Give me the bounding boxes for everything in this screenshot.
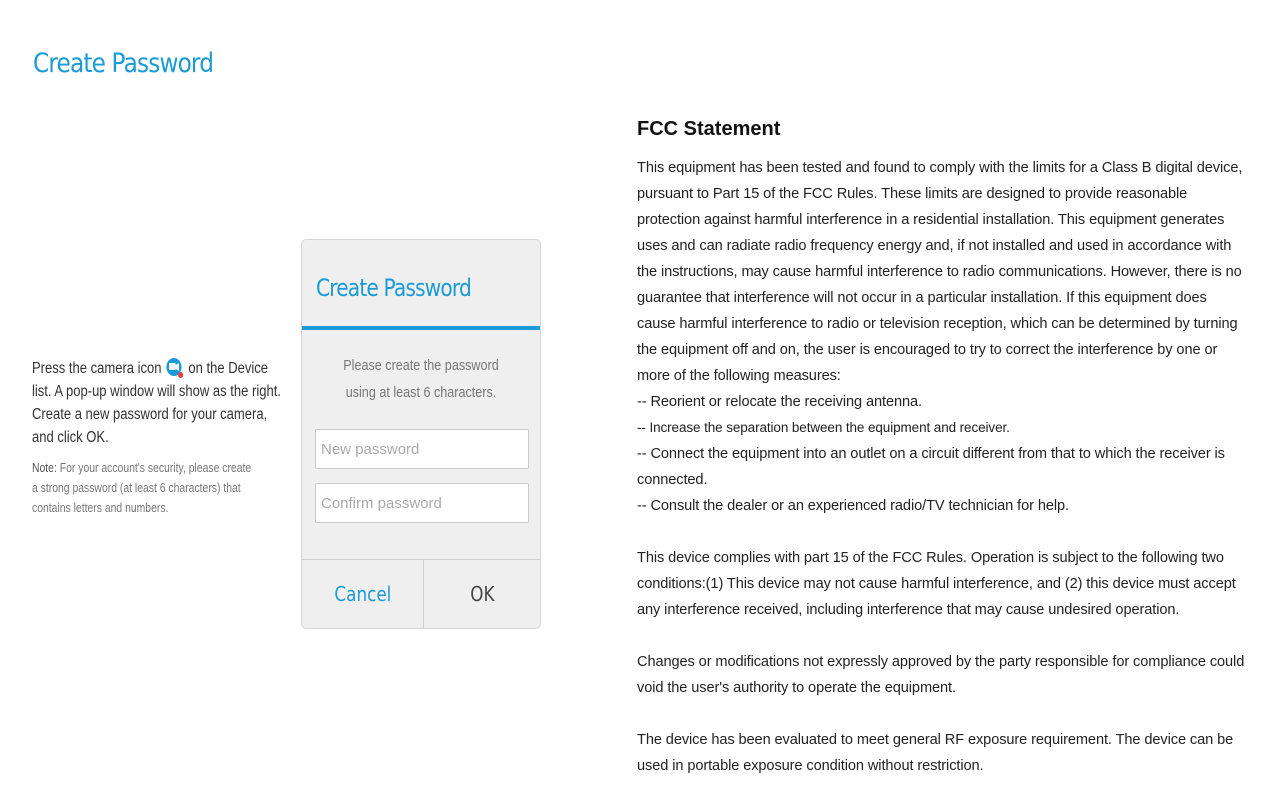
fcc-measure: -- Consult the dealer or an experienced radio/TV technician for help.	[637, 498, 1069, 514]
dialog-prompt	[310, 352, 532, 406]
fcc-measure: -- Connect the equipment into an outlet on a circuit different from that to which the receiver is connected.	[637, 446, 1225, 488]
fcc-measure: -- Reorient or relocate the receiving antenna.	[637, 394, 923, 410]
dialog-title: Create Password	[316, 274, 471, 302]
fcc-statement	[637, 118, 1247, 779]
dialog-title-divider	[302, 326, 540, 330]
dialog-button-row	[302, 559, 540, 628]
fcc-paragraph-4: The device has been evaluated to meet general RF exposure requirement. The device can be used in portable exposure condition without restriction.	[637, 732, 1234, 774]
create-password-dialog	[301, 239, 541, 629]
fcc-paragraph-1: This equipment has been tested and found to comply with the limits for a Class B digital device, pursuant to Part 15 of the FCC Rules. These limits are designed to provide reasonable protection against harmful interference in a residential installation. This equipment generates uses and can radiate radio frequency energy and, if not installed and used in accordance with the instructions, may cause harmful interference to radio communications. However, there is no guarantee that interference will not occur in a particular installation. If this equipment does cause harmful interference to radio or television reception, which can be determined by turning the equipment off and on, the user is encouraged to try to correct the interference by one or more of the following measures:	[637, 160, 1243, 384]
security-note	[32, 458, 256, 518]
note-label: Note:	[32, 460, 57, 475]
fcc-paragraph-3: Changes or modifications not expressly approved by the party responsible for compliance could void the user's authority to operate the equipment.	[637, 654, 1245, 696]
camera-icon	[167, 358, 182, 376]
fcc-measure: -- Increase the separation between the equipment and receiver.	[637, 420, 1010, 435]
paragraph-gap	[637, 623, 1247, 649]
ok-label: OK	[469, 582, 495, 606]
fcc-paragraph-2: This device complies with part 15 of the FCC Rules. Operation is subject to the following two conditions:(1) This device may not cause harmful interference, and (2) this device must accept any interference received, including interference that may cause undesired operation.	[637, 550, 1236, 618]
fcc-heading: FCC Statement	[637, 118, 781, 140]
instruction-before-icon: Press the camera icon	[32, 360, 162, 377]
note-text: For your account's security, please create a strong password (at least 6 characters) that contains letters and numbers.	[32, 460, 252, 515]
ok-button[interactable]	[424, 560, 540, 628]
new-password-input[interactable]	[315, 429, 529, 469]
dialog-prompt-text: Please create the password using at least 6 characters.	[343, 357, 499, 401]
cancel-button[interactable]	[302, 560, 424, 628]
paragraph-gap	[637, 701, 1247, 727]
instruction-after-icon: on the Device list. A pop-up window will show as the right. Create a new password for your camera, and click OK.	[32, 360, 281, 446]
cancel-label: Cancel	[334, 582, 391, 606]
paragraph-gap	[637, 519, 1247, 545]
instruction-text	[32, 357, 284, 449]
confirm-password-input[interactable]	[315, 483, 529, 523]
page-title: Create Password	[33, 48, 214, 79]
